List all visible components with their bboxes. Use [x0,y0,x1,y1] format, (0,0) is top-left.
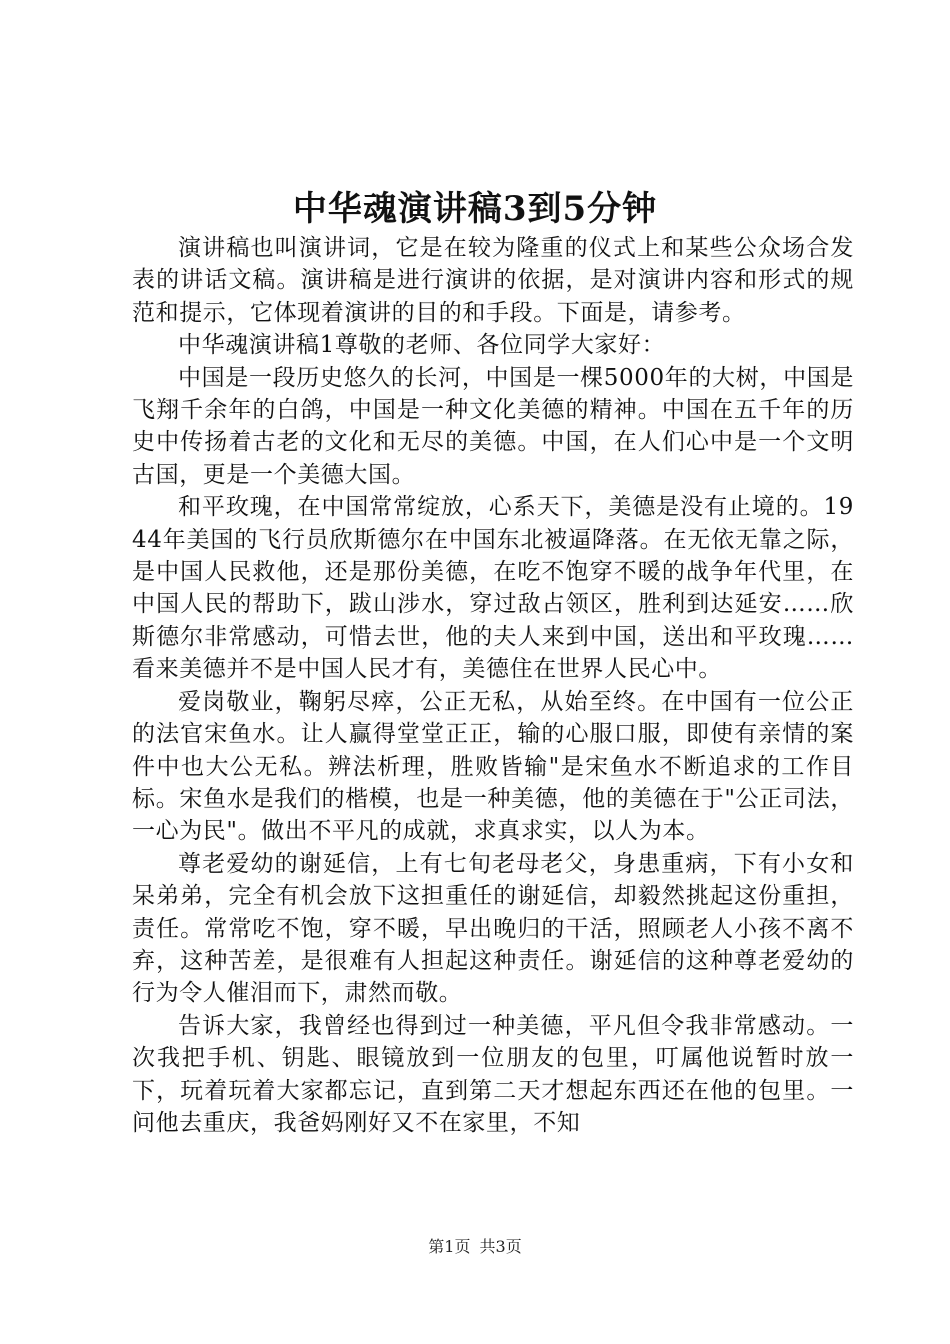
paragraph-personal: 告诉大家，我曾经也得到过一种美德，平凡但令我非常感动。一次我把手机、钥匙、眼镜放到一位朋友的包里，叮属他说暂时放一下，玩着玩着大家都忘记，直到第二天才想起东西还在他的包里。一问他去重庆，我爸妈刚好又不在家里，不知 [132,1012,854,1136]
page-number: 第1页 [428,1237,471,1256]
page-footer [0,1236,950,1258]
paragraph-intro: 演讲稿也叫演讲词，它是在较为隆重的仪式上和某些公众场合发表的讲话文稿。演讲稿是进行演讲的依据，是对演讲内容和形式的规范和提示，它体现着演讲的目的和手段。下面是，请参考。 [132,235,854,326]
paragraph-greeting: 中华魂演讲稿1尊敬的老师、各位同学大家好： [178,332,666,359]
document-title: 中华魂演讲稿3到5分钟 [292,189,658,229]
document-body [132,232,854,1139]
paragraph-peace-rose: 和平玫瑰，在中国常常绽放，心系天下，美德是没有止境的。1944年美国的飞行员欣斯德尔在中国东北被逼降落。在无依无靠之际，是中国人民救他，还是那份美德，在吃不饱穿不暖的战争年代里，在中国人民的帮助下，跋山涉水，穿过敌占领区，胜利到达延安……欣斯德尔非常感动，可惜去世，他的夫人来到中国，送出和平玫瑰……看来美德并不是中国人民才有，美德住在世界人民心中。 [132,494,854,683]
paragraph-judge: 爱岗敬业，鞠躬尽瘁，公正无私，从始至终。在中国有一位公正的法官宋鱼水。让人赢得堂堂正正，输的心服口服，即使有亲情的案件中也大公无私。辨法析理，胜败皆输"是宋鱼水不断追求的工作目标。宋鱼水是我们的楷模，也是一种美德，他的美德在于"公正司法，一心为民"。做出不平凡的成就，求真求实，以人为本。 [132,688,854,845]
page-total: 共3页 [479,1237,522,1256]
paragraph-filial: 尊老爱幼的谢延信，上有七旬老母老父，身患重病，下有小女和呆弟弟，完全有机会放下这担重任的谢延信，却毅然挑起这份重担，责任。常常吃不饱，穿不暖，早出晚归的干活，照顾老人小孩不离不弃，这种苦差，是很难有人担起这种责任。谢延信的这种尊老爱幼的行为令人催泪而下，肃然而敬。 [132,850,854,1007]
paragraph-china: 中国是一段历史悠久的长河，中国是一棵5000年的大树，中国是飞翔千余年的白鸽，中国是一种文化美德的精神。中国在五千年的历史中传扬着古老的文化和无尽的美德。中国，在人们心中是一个文明古国，更是一个美德大国。 [132,364,854,488]
